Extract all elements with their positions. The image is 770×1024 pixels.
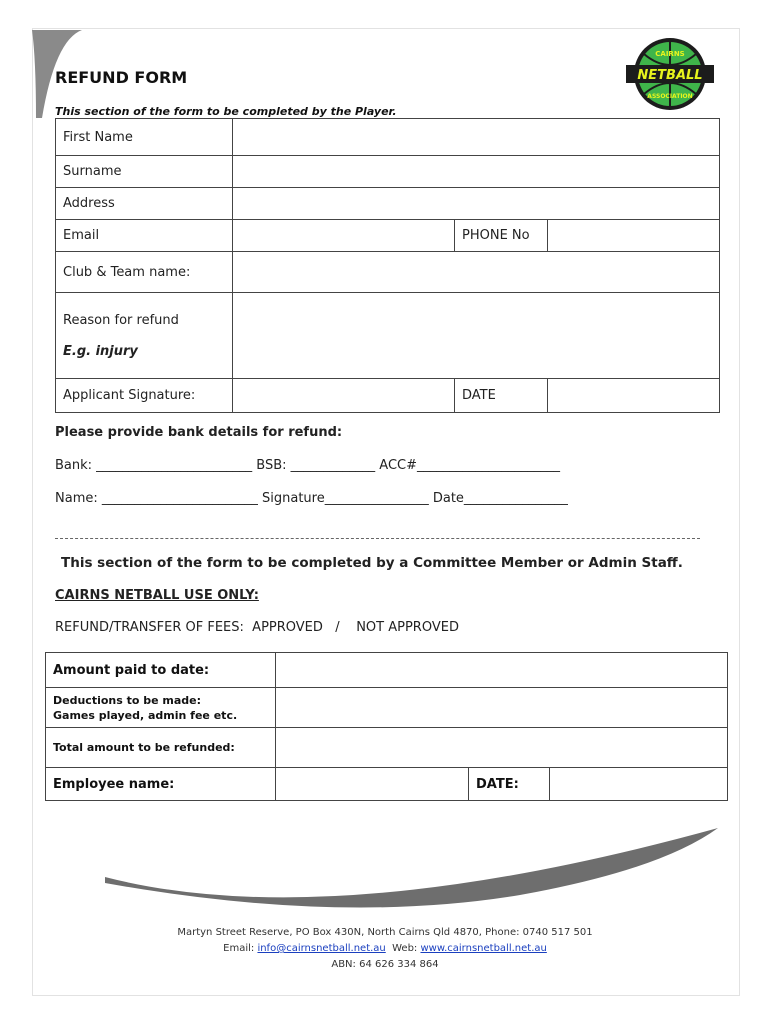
employee-name-label: Employee name: — [46, 768, 276, 801]
email-label: Email — [56, 220, 233, 252]
email-field[interactable] — [233, 220, 455, 252]
reason-field[interactable] — [233, 293, 720, 379]
admin-use-table — [45, 652, 728, 801]
refund-status-line[interactable]: REFUND/TRANSFER OF FEES: APPROVED / NOT APPROVED — [55, 620, 459, 635]
admin-date-label: DATE: — [469, 768, 550, 801]
address-label: Address — [56, 188, 233, 220]
total-refund-label: Total amount to be refunded: — [46, 728, 276, 768]
bank-line-1[interactable]: Bank: ________________________ BSB: _____________ ACC#______________________ — [55, 458, 561, 473]
logo-arc-bottom: ASSOCIATION — [647, 93, 693, 100]
reason-label: Reason for refund — [63, 312, 179, 328]
logo-text: NETBALL — [637, 68, 703, 83]
surname-field[interactable] — [233, 156, 720, 188]
cut-line-divider — [55, 538, 700, 539]
employee-name-field[interactable] — [276, 768, 469, 801]
amount-paid-field[interactable] — [276, 653, 728, 688]
email-label: Email: — [223, 943, 258, 954]
date-label: DATE — [455, 379, 548, 413]
first-name-field[interactable] — [233, 119, 720, 156]
footer-contact — [0, 943, 770, 954]
web-label: Web: — [385, 943, 421, 954]
deductions-sublabel: Games played, admin fee etc. — [53, 708, 238, 722]
phone-label: PHONE No — [455, 220, 548, 252]
reason-label-cell — [56, 293, 233, 379]
page-title: REFUND FORM — [55, 68, 188, 87]
footer-swoosh-decoration — [100, 825, 725, 920]
amount-paid-label: Amount paid to date: — [46, 653, 276, 688]
email-link[interactable]: info@cairnsnetball.net.au — [257, 943, 386, 954]
player-section-note: This section of the form to be completed by the Player. — [55, 105, 397, 118]
footer-abn: ABN: 64 626 334 864 — [331, 959, 439, 970]
total-refund-field[interactable] — [276, 728, 728, 768]
phone-field[interactable] — [548, 220, 720, 252]
address-field[interactable] — [233, 188, 720, 220]
surname-label: Surname — [56, 156, 233, 188]
signature-label: Applicant Signature: — [56, 379, 233, 413]
deductions-field[interactable] — [276, 688, 728, 728]
first-name-label: First Name — [56, 119, 233, 156]
club-team-field[interactable] — [233, 252, 720, 293]
committee-section-note: This section of the form to be completed by a Committee Member or Admin Staff. — [61, 555, 683, 571]
date-field[interactable] — [548, 379, 720, 413]
deductions-label-cell — [46, 688, 276, 728]
cairns-netball-logo — [624, 36, 716, 112]
page-corner-decoration — [0, 0, 90, 120]
footer-address: Martyn Street Reserve, PO Box 430N, North Cairns Qld 4870, Phone: 0740 517 501 — [177, 927, 593, 938]
logo-arc-top: CAIRNS — [655, 50, 685, 58]
deductions-label: Deductions to be made: — [53, 693, 202, 707]
bank-details-heading: Please provide bank details for refund: — [55, 425, 343, 440]
signature-field[interactable] — [233, 379, 455, 413]
cairns-netball-use-only: CAIRNS NETBALL USE ONLY: — [55, 588, 259, 603]
reason-example: E.g. injury — [63, 343, 138, 359]
admin-date-field[interactable] — [550, 768, 728, 801]
player-details-table — [55, 118, 720, 413]
club-team-label: Club & Team name: — [56, 252, 233, 293]
web-link[interactable]: www.cairnsnetball.net.au — [420, 943, 547, 954]
bank-line-2[interactable]: Name: ________________________ Signature________________ Date________________ — [55, 491, 568, 506]
